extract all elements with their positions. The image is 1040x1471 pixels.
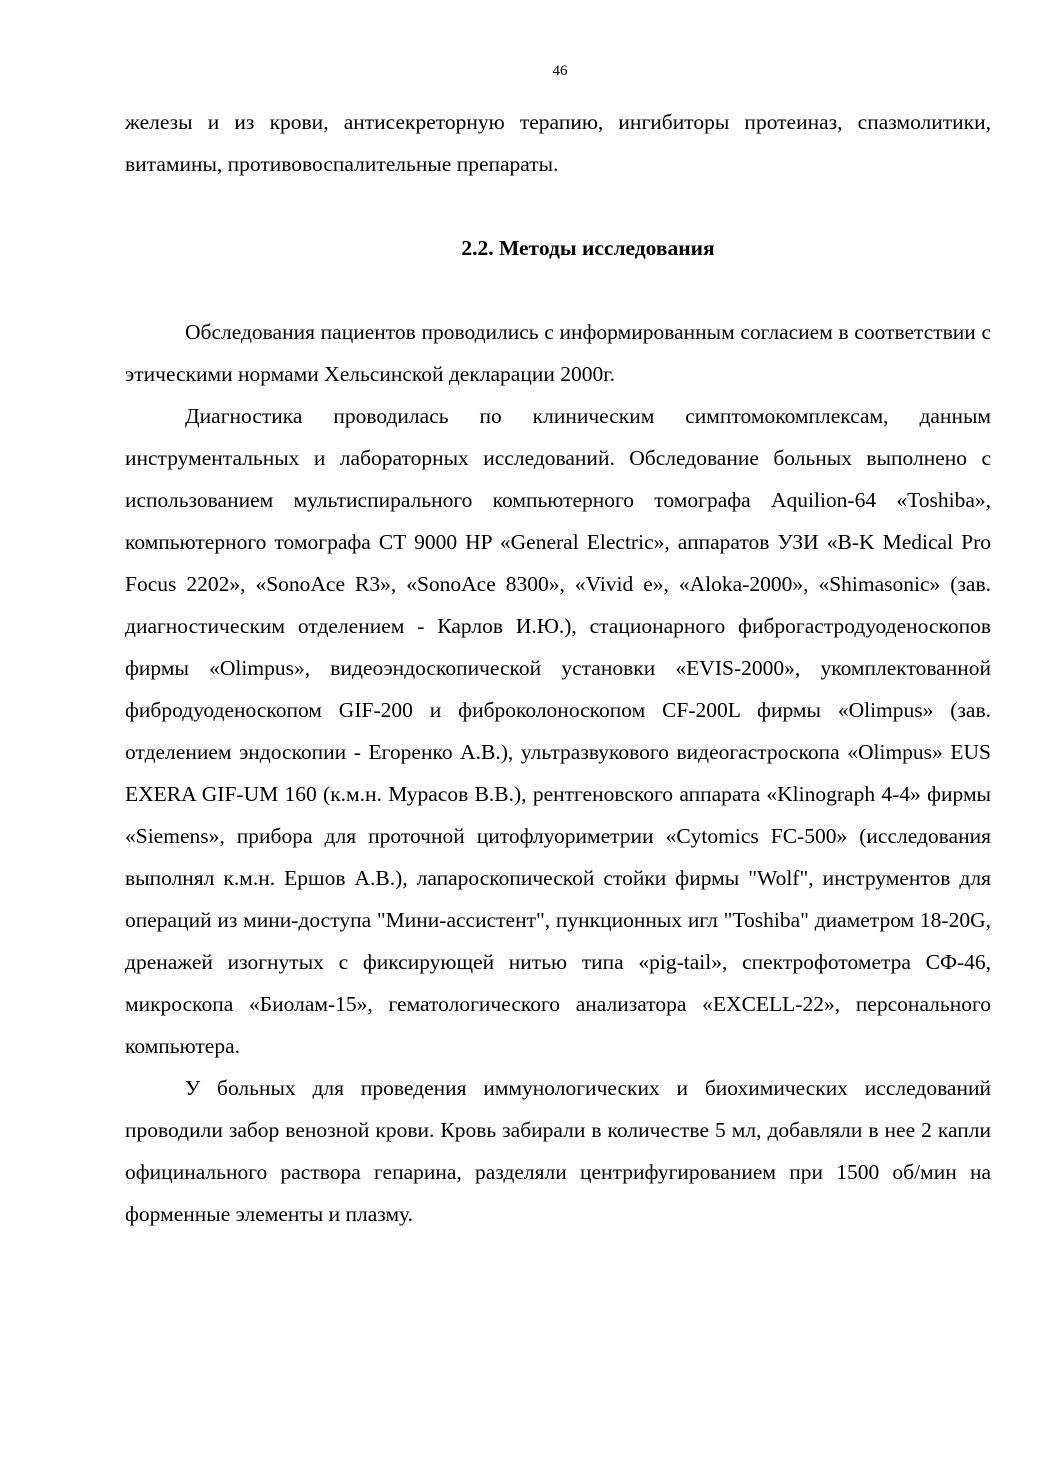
paragraph-continuation: железы и из крови, антисекреторную терапию, ингибиторы протеиназ, спазмолитики, витамины, противовоспалительные препараты.: [125, 110, 991, 176]
paragraph-ethics: Обследования пациентов проводились с информированным согласием в соответствии с этическими нормами Хельсинской декларации 2000г.: [125, 320, 991, 386]
paragraph-diagnostics: Диагностика проводилась по клиническим симптомокомплексам, данным инструментальных и лабораторных исследований. Обследование больных выполнено с использованием мультиспирального компьютерного томографа Aquilion-64 «Toshiba», компьютерного томографа CT 9000 HP «General Electric», аппаратов УЗИ «B-K Medical Pro Focus 2202», «SonoAce R3», «SonoAce 8300», «Vivid e», «Aloka-2000», «Shimasonic» (зав. диагностическим отделением - Карлов И.Ю.), стационарного фиброгастродуоденоскопов фирмы «Olimpus», видеоэндоскопической установки «EVIS-2000», укомплектованной фибродуоденоскопом GIF-200 и фиброколоноскопом CF-200L фирмы «Olimpus» (зав. отделением эндоскопии - Егоренко А.В.), ультразвукового видеогастроскопа «Olimpus» EUS EXERA GIF-UM 160 (к.м.н. Мурасов В.В.), рентгеновского аппарата «Klinograph 4-4» фирмы «Siemens», прибора для проточной цитофлуориметрии «Cytomics FC-500» (исследования выполнял к.м.н. Ершов А.В.), лапароскопической стойки фирмы "Wolf", инструментов для операций из мини-доступа "Мини-ассистент", пункционных игл "Toshiba" диаметром 18-20G, дренажей изогнутых с фиксирующей нитью типа «pig-tail», спектрофотометра СФ-46, микроскопа «Биолам-15», гематологического анализатора «EXCELL-22», персонального компьютера.: [125, 404, 991, 1058]
section-heading: 2.2. Методы исследования: [461, 236, 715, 260]
page-content: [125, 101, 991, 1235]
page-number: 46: [552, 63, 568, 79]
paragraph-blood-sampling: У больных для проведения иммунологических и биохимических исследований проводили забор венозной крови. Кровь забирали в количестве 5 мл, добавляли в нее 2 капли официнального раствора гепарина, разделяли центрифугированием при 1500 об/мин на форменные элементы и плазму.: [125, 1076, 991, 1226]
